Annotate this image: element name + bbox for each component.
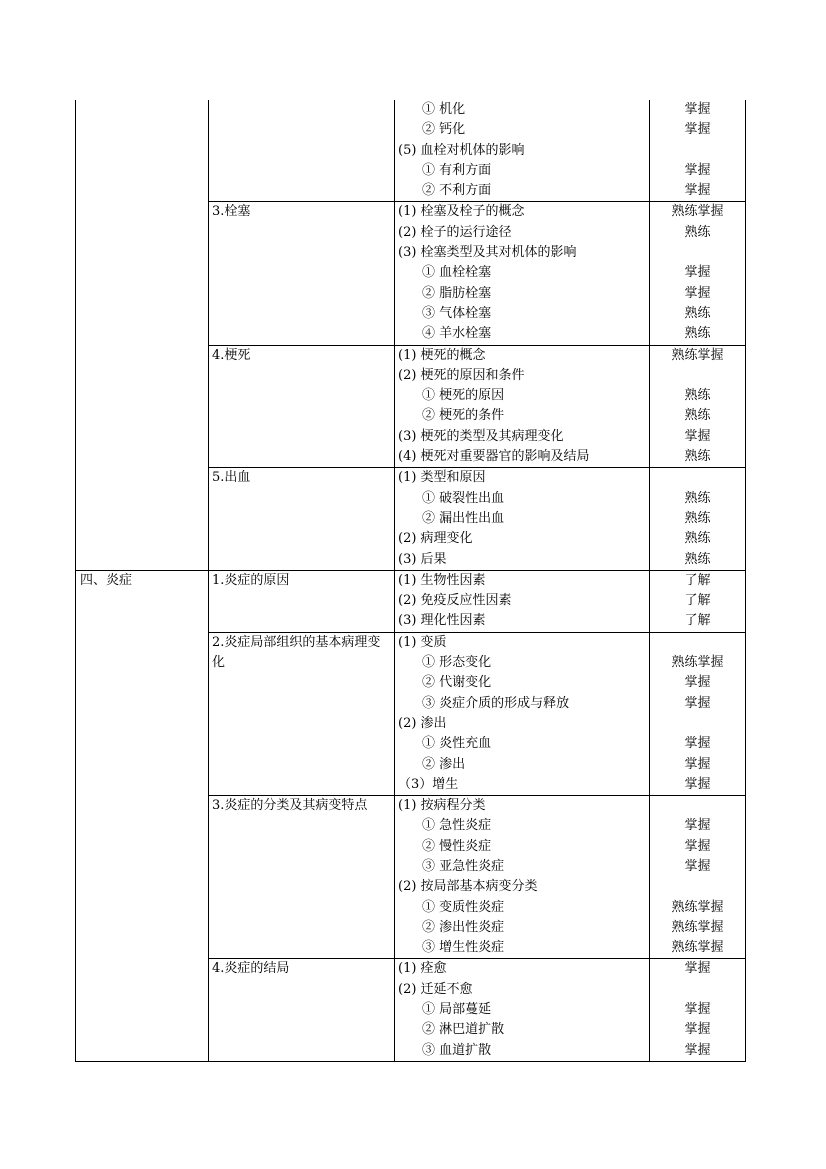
item-text: ④ 羊水栓塞 (422, 326, 492, 342)
list-item (395, 550, 649, 570)
unit-topics (209, 571, 745, 1061)
item-text: ① 血栓栓塞 (422, 265, 492, 281)
list-item (395, 714, 649, 734)
item-text: (3) 栓塞类型及其对机体的影响 (398, 245, 577, 261)
item-list (395, 202, 650, 344)
item-list (395, 633, 650, 795)
list-item (395, 938, 649, 958)
list-item (395, 898, 649, 918)
item-level: 了解 (684, 593, 711, 609)
topic-block (209, 201, 745, 344)
item-list (395, 100, 650, 201)
item-level (650, 796, 745, 816)
item-level: 熟练 (684, 224, 711, 240)
item-level (650, 714, 745, 734)
list-item (395, 673, 649, 693)
item-level: 掌握 (684, 122, 711, 138)
list-item (395, 447, 649, 467)
list-item (395, 633, 649, 653)
level-list (650, 100, 745, 201)
list-item (395, 959, 649, 979)
item-text: ① 破裂性出血 (422, 490, 505, 506)
item-level: 熟练 (684, 326, 711, 342)
item-text: ② 梗死的条件 (422, 408, 505, 424)
item-level: 掌握 (684, 1042, 711, 1058)
topic-name: 2.炎症局部组织的基本病理变化 (209, 633, 395, 795)
topic-block (209, 958, 745, 1060)
item-level: 掌握 (684, 695, 711, 711)
item-level (650, 366, 745, 386)
list-item (395, 734, 649, 754)
item-level: 掌握 (684, 961, 711, 977)
item-text: ① 急性炎症 (422, 818, 492, 834)
list-item (395, 918, 649, 938)
item-level: 熟练掌握 (671, 940, 724, 956)
item-text: (4) 梗死对重要器官的影响及结局 (398, 449, 590, 465)
item-text: (2) 免疫反应性因素 (398, 593, 512, 609)
item-level: 掌握 (684, 102, 711, 117)
topic-block (209, 467, 745, 569)
item-level (650, 243, 745, 263)
item-text: (2) 梗死的原因和条件 (398, 367, 525, 383)
item-text: ① 炎性充血 (422, 736, 492, 752)
list-item (395, 1041, 649, 1061)
list-item (395, 591, 649, 611)
level-list (650, 796, 745, 958)
list-item (395, 980, 649, 1000)
item-text: ③ 亚急性炎症 (422, 858, 505, 874)
item-level: 了解 (684, 613, 711, 629)
item-level: 掌握 (684, 1022, 711, 1038)
item-level: 掌握 (684, 776, 711, 792)
unit-name (76, 100, 209, 570)
list-item (395, 120, 649, 140)
topic-name: 4.炎症的结局 (209, 959, 395, 1060)
item-level: 熟练 (684, 551, 711, 567)
item-list (395, 346, 650, 468)
item-level: 掌握 (684, 428, 711, 444)
list-item (395, 857, 649, 877)
list-item (395, 529, 649, 549)
item-text: ② 钙化 (422, 122, 466, 138)
item-level: 熟练掌握 (671, 919, 724, 935)
item-text: (1) 类型和原因 (398, 470, 486, 486)
level-list (650, 468, 745, 569)
topic-block (209, 100, 745, 201)
topic-name: 1.炎症的原因 (209, 571, 395, 632)
item-text: (2) 渗出 (398, 715, 447, 731)
list-item (395, 284, 649, 304)
item-level (650, 633, 745, 653)
list-item (395, 796, 649, 816)
item-level (650, 980, 745, 1000)
item-text: ③ 增生性炎症 (422, 940, 505, 956)
list-item (395, 100, 649, 120)
item-level: 掌握 (684, 858, 711, 874)
list-item (395, 181, 649, 201)
list-item (395, 324, 649, 344)
item-text: (3) 梗死的类型及其病理变化 (398, 428, 564, 444)
item-list (395, 468, 650, 569)
list-item (395, 489, 649, 509)
item-level: 熟练掌握 (671, 899, 724, 915)
item-text: ① 有利方面 (422, 162, 492, 178)
level-list (650, 202, 745, 344)
item-level: 掌握 (684, 1002, 711, 1018)
list-item (395, 571, 649, 591)
list-item (395, 877, 649, 897)
item-text: ③ 气体栓塞 (422, 305, 492, 321)
item-level: 熟练 (684, 531, 711, 547)
item-level: 掌握 (684, 675, 711, 691)
item-text: (2) 按局部基本病变分类 (398, 879, 538, 895)
item-text: (1) 变质 (398, 634, 447, 650)
list-item (395, 837, 649, 857)
item-text: (1) 梗死的概念 (398, 347, 486, 363)
list-item (395, 161, 649, 181)
topic-name: 4.梗死 (209, 346, 395, 468)
item-text: ② 漏出性出血 (422, 510, 505, 526)
unit-topics (209, 100, 745, 570)
item-text: (1) 痊愈 (398, 961, 447, 977)
list-item (395, 653, 649, 673)
item-text: (2) 栓子的运行途径 (398, 224, 512, 240)
item-level (650, 141, 745, 161)
item-level: 熟练掌握 (671, 655, 724, 671)
topic-block (209, 571, 745, 632)
item-text: ① 梗死的原因 (422, 388, 505, 404)
list-item (395, 263, 649, 283)
list-item (395, 816, 649, 836)
topic-name: 5.出血 (209, 468, 395, 569)
item-text: ③ 炎症介质的形成与释放 (422, 695, 570, 711)
syllabus-table (75, 100, 746, 1062)
level-list (650, 346, 745, 468)
item-text: ① 形态变化 (422, 655, 492, 671)
topic-name (209, 100, 395, 201)
list-item (395, 346, 649, 366)
item-text: ② 代谢变化 (422, 675, 492, 691)
item-level: 掌握 (684, 285, 711, 301)
item-text: ② 淋巴道扩散 (422, 1022, 505, 1038)
list-item (395, 427, 649, 447)
list-item (395, 202, 649, 222)
list-item (395, 468, 649, 488)
item-text: (1) 栓塞及栓子的概念 (398, 204, 525, 220)
topic-name: 3.栓塞 (209, 202, 395, 344)
item-level: 掌握 (684, 736, 711, 752)
item-list (395, 796, 650, 958)
item-text: ① 机化 (422, 102, 466, 117)
topic-block (209, 795, 745, 958)
item-level: 掌握 (684, 265, 711, 281)
item-level: 掌握 (684, 183, 711, 199)
item-level: 了解 (684, 572, 711, 588)
item-text: ③ 血道扩散 (422, 1042, 492, 1058)
item-level: 掌握 (684, 756, 711, 772)
list-item (395, 775, 649, 795)
item-text: (3) 理化性因素 (398, 613, 486, 629)
item-text: (2) 病理变化 (398, 531, 473, 547)
topic-name: 3.炎症的分类及其病变特点 (209, 796, 395, 958)
item-level: 掌握 (684, 838, 711, 854)
item-text: ② 不利方面 (422, 183, 492, 199)
list-item (395, 694, 649, 714)
list-item (395, 386, 649, 406)
list-item (395, 611, 649, 631)
topic-block (209, 632, 745, 795)
list-item (395, 366, 649, 386)
item-text: ② 渗出 (422, 756, 466, 772)
item-text: ① 变质性炎症 (422, 899, 505, 915)
item-level: 熟练 (684, 388, 711, 404)
item-level: 熟练 (684, 490, 711, 506)
item-text: (3) 后果 (398, 551, 447, 567)
list-item (395, 141, 649, 161)
level-list (650, 571, 745, 632)
item-level: 掌握 (684, 162, 711, 178)
unit-section (75, 100, 746, 571)
item-level (650, 877, 745, 897)
unit-section (75, 571, 746, 1062)
item-text: （3）增生 (398, 776, 459, 792)
item-level: 熟练 (684, 510, 711, 526)
item-text: (1) 按病程分类 (398, 798, 486, 814)
item-level: 熟练掌握 (671, 204, 724, 220)
list-item (395, 243, 649, 263)
item-list (395, 959, 650, 1060)
level-list (650, 633, 745, 795)
level-list (650, 959, 745, 1060)
item-text: ② 慢性炎症 (422, 838, 492, 854)
list-item (395, 509, 649, 529)
item-text: (2) 迁延不愈 (398, 981, 473, 997)
item-level: 熟练 (684, 305, 711, 321)
item-text: ① 局部蔓延 (422, 1002, 492, 1018)
list-item (395, 304, 649, 324)
list-item (395, 223, 649, 243)
item-text: (5) 血栓对机体的影响 (398, 142, 525, 158)
item-level: 熟练 (684, 408, 711, 424)
item-text: ② 脂肪栓塞 (422, 285, 492, 301)
item-level: 掌握 (684, 818, 711, 834)
item-text: (1) 生物性因素 (398, 572, 486, 588)
item-level (650, 468, 745, 488)
item-level: 熟练掌握 (671, 347, 724, 363)
list-item (395, 1000, 649, 1020)
list-item (395, 1020, 649, 1040)
unit-name: 四、炎症 (76, 571, 209, 1061)
item-level: 熟练 (684, 449, 711, 465)
list-item (395, 755, 649, 775)
item-list (395, 571, 650, 632)
list-item (395, 406, 649, 426)
item-text: ② 渗出性炎症 (422, 919, 505, 935)
topic-block (209, 345, 745, 468)
